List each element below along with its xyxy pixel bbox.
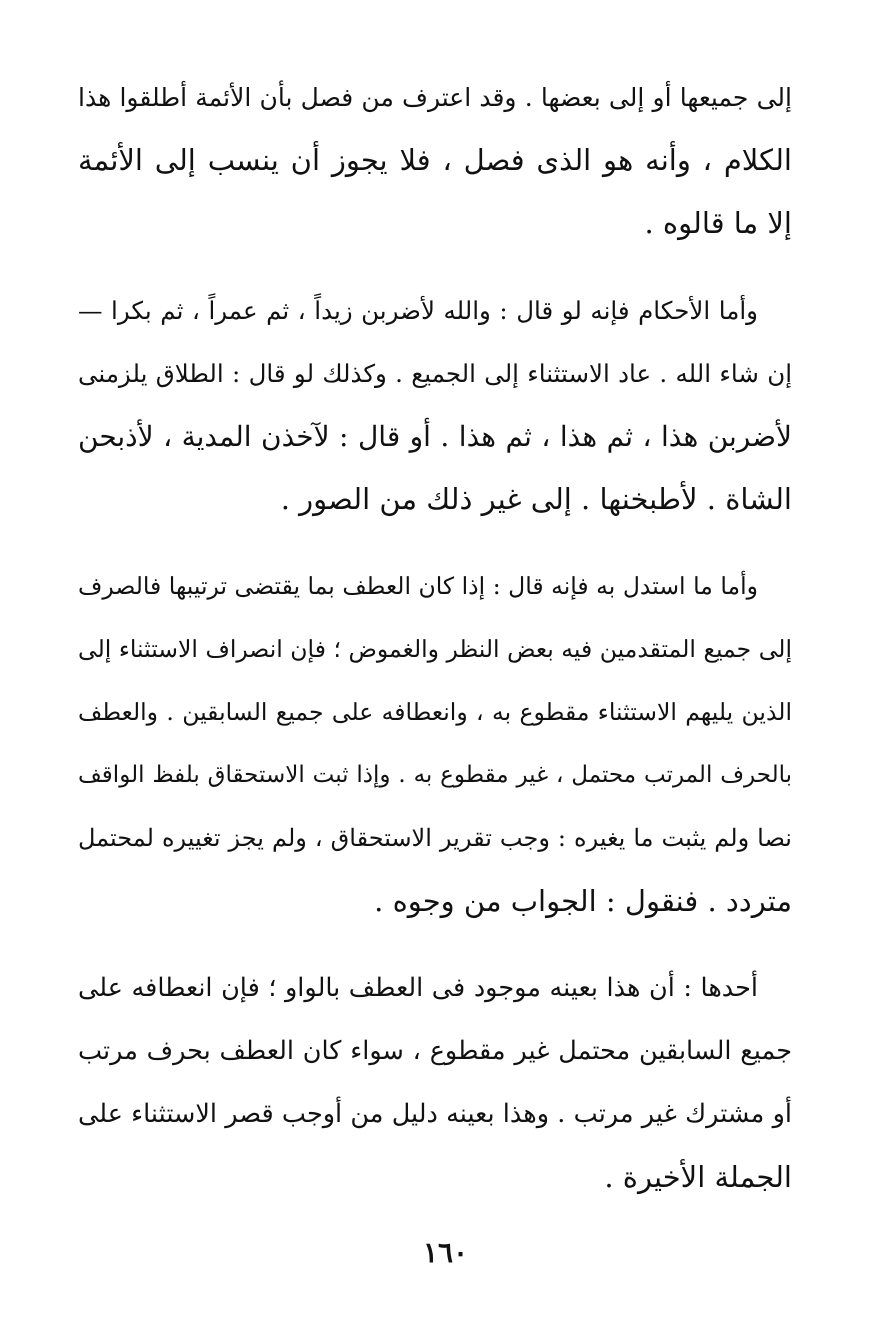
page-text (78, 66, 792, 1209)
text-line: الجملة الأخيرة . (604, 1160, 792, 1194)
paragraph-3 (78, 555, 792, 933)
text-line: إلى جميع المتقدمين فيه بعض النظر والغموض ؛ فإن انصراف الاستثناء إلى (78, 635, 792, 663)
paragraph-1 (78, 66, 792, 255)
text-line: أحدها : أن هذا بعينه موجود فى العطف بالواو ؛ فإن انعطافه على (78, 973, 758, 1003)
text-line: لأضربن هذا ، ثم هذا ، ثم هذا . أو قال : لآخذن المدية ، لأذبحن (78, 420, 792, 453)
text-line: وأما الأحكام فإنه لو قال : والله لأضربن زيداً ، ثم عمراً ، ثم بكرا — (78, 296, 758, 325)
text-line: جميع السابقين محتمل غير مقطوع ، سواء كان العطف بحرف مرتب (78, 1036, 792, 1066)
paragraph-2 (78, 279, 792, 531)
paragraph-gap (78, 255, 792, 279)
text-line: بالحرف المرتب محتمل ، غير مقطوع به . وإذا ثبت الاستحقاق بلفظ الواقف (78, 762, 792, 788)
text-line: نصا ولم يثبت ما يغيره : وجب تقرير الاستحقاق ، ولم يجز تغييره لمحتمل (78, 824, 792, 852)
text-line: الكلام ، وأنه هو الذى فصل ، فلا يجوز أن ينسب إلى الأئمة (78, 143, 792, 177)
text-line: الشاة . لأطبخنها . إلى غير ذلك من الصور . (280, 482, 792, 516)
paragraph-gap (78, 933, 792, 957)
paragraph-4 (78, 957, 792, 1209)
page-number: ١٦٠ (422, 1236, 469, 1269)
text-line: إن شاء الله . عاد الاستثناء إلى الجميع . وكذلك لو قال : الطلاق يلزمنى (78, 359, 792, 388)
text-line: إلى جميعها أو إلى بعضها . وقد اعترف من فصل بأن الأئمة أطلقوا هذا (78, 83, 792, 112)
paragraph-gap (78, 531, 792, 555)
text-line: الذين يليهم الاستثناء مقطوع به ، وانعطافه على جميع السابقين . والعطف (78, 698, 792, 726)
text-line: متردد . فنقول : الجواب من وجوه . (374, 884, 792, 918)
text-line: إلا ما قالوه . (644, 206, 792, 240)
text-line: أو مشترك غير مرتب . وهذا بعينه دليل من أوجب قصر الاستثناء على (78, 1099, 792, 1129)
text-line: وأما ما استدل به فإنه قال : إذا كان العطف بما يقتضى ترتيبها فالصرف (78, 572, 758, 600)
